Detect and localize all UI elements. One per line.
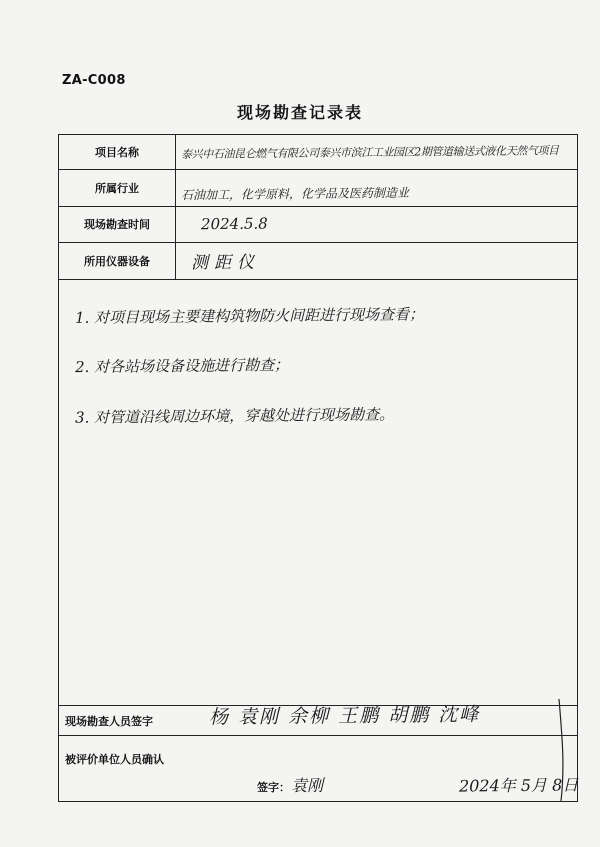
survey-record-form xyxy=(58,134,578,802)
document-code: ZA-C008 xyxy=(62,73,126,88)
project-name-row xyxy=(59,135,577,170)
unit-confirmation-label: 被评价单位人员确认 xyxy=(65,753,164,766)
project-name-label: 项目名称 xyxy=(59,135,176,169)
surveyor-signatures: 杨 袁刚 余柳 王鹏 胡鹏 沈峰 xyxy=(208,703,481,729)
project-name-value: 泰兴中石油昆仑燃气有限公司泰兴市滨江工业园区2期管道输送式液化天然气项目 xyxy=(180,144,559,161)
finding-item-2: 2. 对各站场设备设施进行勘查； xyxy=(74,355,290,377)
survey-time-row xyxy=(59,206,577,243)
project-name-value-cell xyxy=(181,135,571,169)
survey-time-label: 现场勘查时间 xyxy=(59,206,176,242)
surveyor-signature-label: 现场勘查人员签字 xyxy=(65,715,153,728)
survey-time-value: 2024.5.8 xyxy=(200,214,268,234)
signature-flourish-stroke xyxy=(553,695,569,805)
instruments-row xyxy=(59,242,577,280)
signature-label: 签字： xyxy=(257,781,290,794)
survey-time-value-cell xyxy=(181,206,571,242)
industry-row xyxy=(59,169,577,207)
instruments-label: 所用仪器设备 xyxy=(59,242,176,279)
signature-date: 2024年 5月 8日 xyxy=(458,775,579,796)
instruments-value: 测距仪 xyxy=(190,252,261,274)
surveyor-signature-row xyxy=(59,705,577,736)
document-title: 现场勘查记录表 xyxy=(236,103,363,122)
instruments-value-cell xyxy=(181,242,571,279)
finding-item-1: 1. 对项目现场主要建构筑物防火间距进行现场查看； xyxy=(74,305,425,327)
findings-area xyxy=(59,279,577,706)
industry-value: 石油加工，化学原料，化学品及医药制造业 xyxy=(180,185,410,203)
finding-item-3: 3. 对管道沿线周边环境，穿越处进行现场勘查。 xyxy=(74,405,395,427)
industry-label: 所属行业 xyxy=(59,169,176,206)
industry-value-cell xyxy=(181,169,571,206)
signer-signature: 袁刚 xyxy=(290,775,324,796)
